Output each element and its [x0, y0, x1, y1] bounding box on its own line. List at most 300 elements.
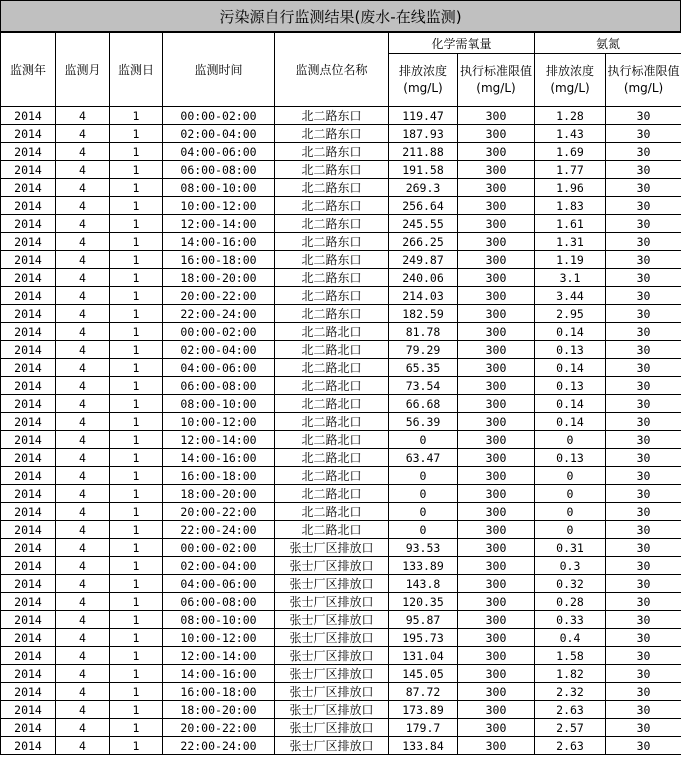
cell-year: 2014 [1, 305, 56, 323]
table-row [1, 431, 681, 449]
cell-nh3-limit: 30 [606, 287, 681, 305]
cell-nh3-limit: 30 [606, 305, 681, 323]
cell-nh3-limit: 30 [606, 575, 681, 593]
header-nh3-limit: 执行标准限值(mg/L) [606, 54, 681, 107]
cell-year: 2014 [1, 593, 56, 611]
cell-nh3-limit: 30 [606, 539, 681, 557]
cell-cod-concentration: 191.58 [389, 161, 458, 179]
cell-year: 2014 [1, 575, 56, 593]
cell-month: 4 [56, 557, 110, 575]
cell-time: 22:00-24:00 [163, 521, 275, 539]
cell-site: 北二路东口 [275, 161, 389, 179]
cell-time: 22:00-24:00 [163, 737, 275, 755]
cell-year: 2014 [1, 503, 56, 521]
cell-cod-limit: 300 [458, 557, 535, 575]
cell-nh3-limit: 30 [606, 683, 681, 701]
cell-cod-limit: 300 [458, 395, 535, 413]
cell-cod-concentration: 93.53 [389, 539, 458, 557]
table-row [1, 557, 681, 575]
cell-year: 2014 [1, 377, 56, 395]
cell-cod-concentration: 73.54 [389, 377, 458, 395]
cell-nh3-limit: 30 [606, 413, 681, 431]
cell-cod-limit: 300 [458, 143, 535, 161]
cell-site: 北二路北口 [275, 431, 389, 449]
header-time: 监测时间 [163, 33, 275, 107]
cell-nh3-concentration: 2.57 [535, 719, 606, 737]
cell-site: 张士厂区排放口 [275, 629, 389, 647]
cell-nh3-concentration: 0.14 [535, 359, 606, 377]
cell-month: 4 [56, 269, 110, 287]
cell-month: 4 [56, 305, 110, 323]
cell-time: 12:00-14:00 [163, 431, 275, 449]
cell-cod-concentration: 214.03 [389, 287, 458, 305]
cell-nh3-concentration: 1.77 [535, 161, 606, 179]
cell-nh3-concentration: 0.14 [535, 413, 606, 431]
cell-site: 张士厂区排放口 [275, 557, 389, 575]
cell-site: 北二路东口 [275, 143, 389, 161]
cell-nh3-limit: 30 [606, 737, 681, 755]
cell-time: 08:00-10:00 [163, 179, 275, 197]
cell-site: 北二路北口 [275, 413, 389, 431]
cell-time: 06:00-08:00 [163, 161, 275, 179]
cell-cod-concentration: 0 [389, 485, 458, 503]
cell-month: 4 [56, 737, 110, 755]
cell-nh3-limit: 30 [606, 665, 681, 683]
cell-cod-limit: 300 [458, 431, 535, 449]
table-row [1, 359, 681, 377]
cell-day: 1 [110, 611, 163, 629]
cell-nh3-limit: 30 [606, 395, 681, 413]
cell-time: 14:00-16:00 [163, 449, 275, 467]
cell-cod-concentration: 187.93 [389, 125, 458, 143]
cell-cod-concentration: 245.55 [389, 215, 458, 233]
cell-year: 2014 [1, 737, 56, 755]
table-row [1, 521, 681, 539]
cell-day: 1 [110, 233, 163, 251]
cell-month: 4 [56, 611, 110, 629]
cell-cod-concentration: 179.7 [389, 719, 458, 737]
cell-nh3-concentration: 1.83 [535, 197, 606, 215]
cell-month: 4 [56, 287, 110, 305]
cell-cod-limit: 300 [458, 593, 535, 611]
cell-cod-limit: 300 [458, 449, 535, 467]
cell-nh3-concentration: 1.19 [535, 251, 606, 269]
cell-cod-concentration: 87.72 [389, 683, 458, 701]
cell-cod-limit: 300 [458, 341, 535, 359]
cell-day: 1 [110, 305, 163, 323]
cell-cod-limit: 300 [458, 161, 535, 179]
cell-site: 张士厂区排放口 [275, 647, 389, 665]
cell-time: 20:00-22:00 [163, 287, 275, 305]
cell-nh3-concentration: 0.13 [535, 449, 606, 467]
cell-site: 张士厂区排放口 [275, 683, 389, 701]
cell-month: 4 [56, 161, 110, 179]
cell-nh3-limit: 30 [606, 179, 681, 197]
cell-day: 1 [110, 449, 163, 467]
table-row [1, 503, 681, 521]
table-row [1, 647, 681, 665]
cell-nh3-limit: 30 [606, 125, 681, 143]
cell-year: 2014 [1, 359, 56, 377]
cell-nh3-limit: 30 [606, 449, 681, 467]
cell-time: 18:00-20:00 [163, 269, 275, 287]
cell-nh3-concentration: 1.28 [535, 107, 606, 125]
cell-cod-concentration: 119.47 [389, 107, 458, 125]
cell-cod-limit: 300 [458, 467, 535, 485]
cell-nh3-limit: 30 [606, 719, 681, 737]
cell-site: 北二路北口 [275, 467, 389, 485]
cell-month: 4 [56, 521, 110, 539]
cell-day: 1 [110, 377, 163, 395]
cell-site: 张士厂区排放口 [275, 539, 389, 557]
cell-cod-limit: 300 [458, 125, 535, 143]
cell-cod-limit: 300 [458, 359, 535, 377]
cell-nh3-limit: 30 [606, 269, 681, 287]
cell-nh3-concentration: 1.31 [535, 233, 606, 251]
cell-cod-concentration: 95.87 [389, 611, 458, 629]
cell-nh3-concentration: 0 [535, 431, 606, 449]
table-row [1, 215, 681, 233]
cell-nh3-limit: 30 [606, 359, 681, 377]
cell-time: 08:00-10:00 [163, 395, 275, 413]
cell-site: 北二路东口 [275, 215, 389, 233]
cell-year: 2014 [1, 413, 56, 431]
cell-cod-limit: 300 [458, 719, 535, 737]
cell-cod-limit: 300 [458, 305, 535, 323]
cell-cod-concentration: 79.29 [389, 341, 458, 359]
table-row [1, 575, 681, 593]
table-row [1, 341, 681, 359]
cell-time: 12:00-14:00 [163, 647, 275, 665]
cell-time: 02:00-04:00 [163, 125, 275, 143]
cell-site: 北二路北口 [275, 503, 389, 521]
cell-month: 4 [56, 143, 110, 161]
cell-nh3-limit: 30 [606, 377, 681, 395]
cell-day: 1 [110, 539, 163, 557]
cell-cod-concentration: 0 [389, 503, 458, 521]
cell-time: 14:00-16:00 [163, 233, 275, 251]
cell-month: 4 [56, 179, 110, 197]
cell-cod-limit: 300 [458, 575, 535, 593]
cell-cod-concentration: 120.35 [389, 593, 458, 611]
cell-month: 4 [56, 575, 110, 593]
cell-year: 2014 [1, 701, 56, 719]
table-row [1, 593, 681, 611]
cell-nh3-limit: 30 [606, 251, 681, 269]
table-row [1, 179, 681, 197]
cell-cod-limit: 300 [458, 647, 535, 665]
cell-time: 20:00-22:00 [163, 503, 275, 521]
cell-time: 04:00-06:00 [163, 359, 275, 377]
cell-year: 2014 [1, 143, 56, 161]
table-row [1, 251, 681, 269]
cell-cod-concentration: 182.59 [389, 305, 458, 323]
cell-nh3-limit: 30 [606, 323, 681, 341]
cell-month: 4 [56, 413, 110, 431]
cell-day: 1 [110, 683, 163, 701]
cell-time: 06:00-08:00 [163, 377, 275, 395]
cell-nh3-concentration: 1.69 [535, 143, 606, 161]
cell-month: 4 [56, 233, 110, 251]
cell-nh3-concentration: 1.82 [535, 665, 606, 683]
table-row [1, 125, 681, 143]
cell-nh3-concentration: 2.95 [535, 305, 606, 323]
table-row [1, 737, 681, 755]
cell-cod-concentration: 145.05 [389, 665, 458, 683]
cell-month: 4 [56, 125, 110, 143]
table-row [1, 269, 681, 287]
table-body [1, 107, 681, 755]
cell-time: 18:00-20:00 [163, 485, 275, 503]
cell-cod-concentration: 63.47 [389, 449, 458, 467]
cell-nh3-concentration: 0.4 [535, 629, 606, 647]
table-row [1, 107, 681, 125]
cell-nh3-concentration: 3.44 [535, 287, 606, 305]
cell-day: 1 [110, 323, 163, 341]
cell-cod-limit: 300 [458, 197, 535, 215]
cell-cod-concentration: 249.87 [389, 251, 458, 269]
cell-nh3-limit: 30 [606, 593, 681, 611]
cell-month: 4 [56, 593, 110, 611]
cell-month: 4 [56, 665, 110, 683]
cell-day: 1 [110, 431, 163, 449]
cell-nh3-limit: 30 [606, 233, 681, 251]
cell-month: 4 [56, 197, 110, 215]
cell-year: 2014 [1, 431, 56, 449]
cell-nh3-limit: 30 [606, 557, 681, 575]
cell-year: 2014 [1, 251, 56, 269]
table-row [1, 143, 681, 161]
cell-cod-concentration: 269.3 [389, 179, 458, 197]
monitoring-table [0, 32, 681, 755]
cell-cod-concentration: 0 [389, 521, 458, 539]
cell-year: 2014 [1, 269, 56, 287]
cell-nh3-limit: 30 [606, 701, 681, 719]
cell-nh3-concentration: 1.43 [535, 125, 606, 143]
cell-site: 北二路北口 [275, 359, 389, 377]
table-row [1, 377, 681, 395]
table-row [1, 305, 681, 323]
cell-cod-concentration: 211.88 [389, 143, 458, 161]
cell-nh3-concentration: 3.1 [535, 269, 606, 287]
table-row [1, 701, 681, 719]
cell-year: 2014 [1, 719, 56, 737]
table-row [1, 611, 681, 629]
cell-day: 1 [110, 251, 163, 269]
cell-cod-limit: 300 [458, 413, 535, 431]
cell-month: 4 [56, 215, 110, 233]
cell-cod-concentration: 0 [389, 431, 458, 449]
cell-cod-limit: 300 [458, 179, 535, 197]
cell-month: 4 [56, 377, 110, 395]
cell-month: 4 [56, 629, 110, 647]
cell-year: 2014 [1, 611, 56, 629]
cell-nh3-limit: 30 [606, 197, 681, 215]
cell-day: 1 [110, 629, 163, 647]
cell-nh3-concentration: 0 [535, 485, 606, 503]
cell-day: 1 [110, 521, 163, 539]
cell-nh3-concentration: 0.13 [535, 377, 606, 395]
cell-nh3-limit: 30 [606, 143, 681, 161]
cell-site: 北二路东口 [275, 125, 389, 143]
cell-site: 北二路北口 [275, 449, 389, 467]
cell-site: 北二路北口 [275, 377, 389, 395]
cell-day: 1 [110, 107, 163, 125]
cell-year: 2014 [1, 647, 56, 665]
cell-time: 04:00-06:00 [163, 143, 275, 161]
cell-cod-limit: 300 [458, 503, 535, 521]
cell-year: 2014 [1, 467, 56, 485]
cell-site: 北二路东口 [275, 233, 389, 251]
cell-day: 1 [110, 665, 163, 683]
cell-time: 10:00-12:00 [163, 629, 275, 647]
cell-day: 1 [110, 125, 163, 143]
cell-nh3-limit: 30 [606, 521, 681, 539]
header-nh3-group: 氨氮 [535, 33, 681, 54]
cell-month: 4 [56, 323, 110, 341]
cell-month: 4 [56, 539, 110, 557]
cell-month: 4 [56, 341, 110, 359]
cell-cod-concentration: 173.89 [389, 701, 458, 719]
cell-month: 4 [56, 395, 110, 413]
table-row [1, 665, 681, 683]
table-row [1, 683, 681, 701]
cell-site: 张士厂区排放口 [275, 611, 389, 629]
cell-site: 张士厂区排放口 [275, 575, 389, 593]
cell-time: 16:00-18:00 [163, 251, 275, 269]
cell-time: 08:00-10:00 [163, 611, 275, 629]
cell-cod-limit: 300 [458, 323, 535, 341]
cell-year: 2014 [1, 449, 56, 467]
cell-day: 1 [110, 341, 163, 359]
cell-day: 1 [110, 287, 163, 305]
cell-site: 北二路北口 [275, 395, 389, 413]
cell-nh3-limit: 30 [606, 467, 681, 485]
cell-nh3-concentration: 0.14 [535, 323, 606, 341]
cell-day: 1 [110, 701, 163, 719]
cell-time: 16:00-18:00 [163, 683, 275, 701]
cell-nh3-limit: 30 [606, 341, 681, 359]
cell-nh3-limit: 30 [606, 215, 681, 233]
cell-time: 06:00-08:00 [163, 593, 275, 611]
cell-year: 2014 [1, 161, 56, 179]
header-site: 监测点位名称 [275, 33, 389, 107]
cell-year: 2014 [1, 629, 56, 647]
cell-time: 00:00-02:00 [163, 539, 275, 557]
cell-site: 北二路北口 [275, 485, 389, 503]
cell-year: 2014 [1, 665, 56, 683]
table-row [1, 539, 681, 557]
cell-day: 1 [110, 359, 163, 377]
cell-site: 北二路东口 [275, 269, 389, 287]
cell-cod-limit: 300 [458, 629, 535, 647]
cell-year: 2014 [1, 323, 56, 341]
cell-cod-concentration: 0 [389, 467, 458, 485]
cell-day: 1 [110, 647, 163, 665]
cell-cod-concentration: 143.8 [389, 575, 458, 593]
table-row [1, 449, 681, 467]
cell-cod-limit: 300 [458, 485, 535, 503]
cell-cod-concentration: 131.04 [389, 647, 458, 665]
header-cod-concentration: 排放浓度(mg/L) [389, 54, 458, 107]
cell-time: 16:00-18:00 [163, 467, 275, 485]
cell-month: 4 [56, 683, 110, 701]
header-cod-group: 化学需氧量 [389, 33, 535, 54]
cell-cod-limit: 300 [458, 377, 535, 395]
cell-site: 张士厂区排放口 [275, 719, 389, 737]
table-row [1, 233, 681, 251]
table-row [1, 197, 681, 215]
cell-time: 20:00-22:00 [163, 719, 275, 737]
cell-nh3-concentration: 2.32 [535, 683, 606, 701]
cell-nh3-concentration: 0.33 [535, 611, 606, 629]
cell-nh3-limit: 30 [606, 503, 681, 521]
cell-time: 10:00-12:00 [163, 197, 275, 215]
cell-nh3-concentration: 1.58 [535, 647, 606, 665]
cell-nh3-concentration: 0.14 [535, 395, 606, 413]
cell-year: 2014 [1, 197, 56, 215]
cell-cod-concentration: 266.25 [389, 233, 458, 251]
cell-time: 18:00-20:00 [163, 701, 275, 719]
cell-cod-concentration: 133.84 [389, 737, 458, 755]
cell-year: 2014 [1, 683, 56, 701]
cell-month: 4 [56, 503, 110, 521]
cell-nh3-limit: 30 [606, 431, 681, 449]
cell-day: 1 [110, 575, 163, 593]
cell-day: 1 [110, 215, 163, 233]
cell-year: 2014 [1, 521, 56, 539]
cell-year: 2014 [1, 341, 56, 359]
cell-cod-limit: 300 [458, 107, 535, 125]
cell-site: 张士厂区排放口 [275, 737, 389, 755]
header-nh3-concentration: 排放浓度(mg/L) [535, 54, 606, 107]
cell-site: 北二路东口 [275, 179, 389, 197]
cell-time: 10:00-12:00 [163, 413, 275, 431]
cell-nh3-concentration: 0.3 [535, 557, 606, 575]
cell-nh3-limit: 30 [606, 629, 681, 647]
cell-cod-concentration: 65.35 [389, 359, 458, 377]
cell-month: 4 [56, 467, 110, 485]
cell-day: 1 [110, 197, 163, 215]
cell-nh3-concentration: 0.28 [535, 593, 606, 611]
cell-cod-limit: 300 [458, 233, 535, 251]
cell-day: 1 [110, 161, 163, 179]
cell-cod-concentration: 81.78 [389, 323, 458, 341]
table-row [1, 287, 681, 305]
table-title: 污染源自行监测结果(废水-在线监测) [0, 0, 681, 32]
cell-cod-limit: 300 [458, 251, 535, 269]
cell-month: 4 [56, 647, 110, 665]
cell-site: 张士厂区排放口 [275, 701, 389, 719]
cell-day: 1 [110, 737, 163, 755]
cell-month: 4 [56, 107, 110, 125]
cell-site: 张士厂区排放口 [275, 665, 389, 683]
cell-cod-limit: 300 [458, 269, 535, 287]
cell-nh3-concentration: 0 [535, 503, 606, 521]
table-row [1, 395, 681, 413]
cell-month: 4 [56, 431, 110, 449]
cell-nh3-concentration: 2.63 [535, 701, 606, 719]
cell-nh3-concentration: 0.32 [535, 575, 606, 593]
cell-day: 1 [110, 179, 163, 197]
cell-nh3-concentration: 0 [535, 467, 606, 485]
cell-year: 2014 [1, 233, 56, 251]
cell-month: 4 [56, 701, 110, 719]
table-row [1, 467, 681, 485]
header-month: 监测月 [56, 33, 110, 107]
cell-day: 1 [110, 557, 163, 575]
cell-time: 12:00-14:00 [163, 215, 275, 233]
